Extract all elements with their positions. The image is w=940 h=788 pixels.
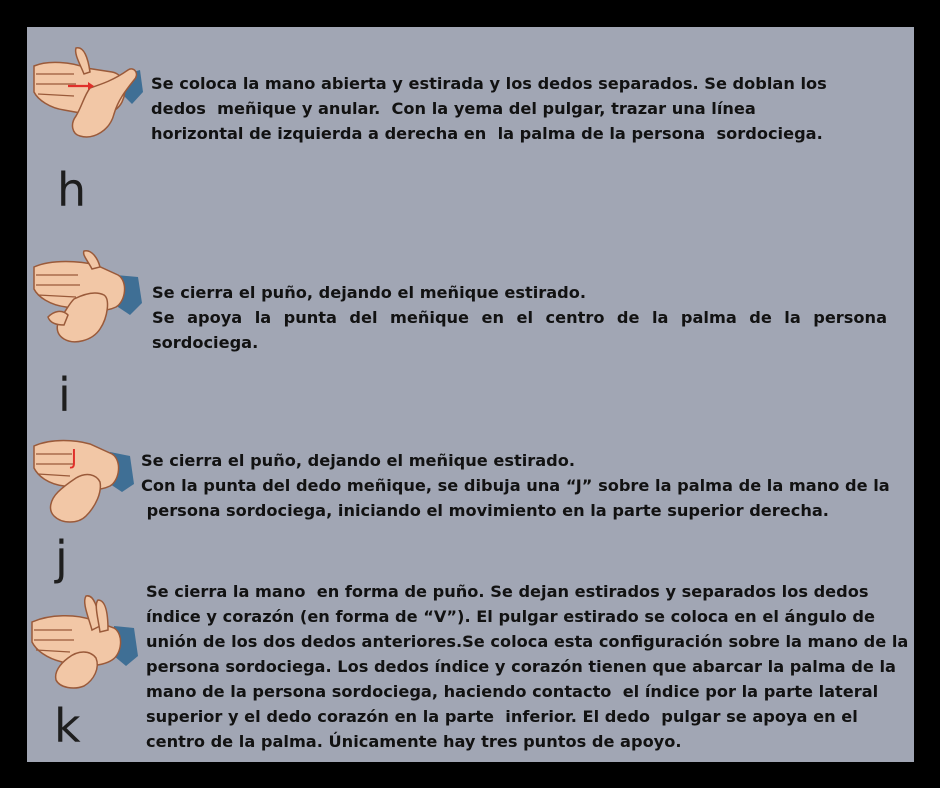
description-line: índice y corazón (en forma de “V”). El pulgar estirado se coloca en el ángulo de	[146, 607, 875, 626]
description-line: horizontal de izquierda a derecha en la palma de la persona sordociega.	[151, 124, 823, 143]
description-line: Se cierra el puño, dejando el meñique estirado.	[152, 283, 587, 302]
hand-sign-j-icon	[30, 426, 145, 526]
description-line: superior y el dedo corazón en la parte inferior. El dedo pulgar se apoya en el	[146, 707, 858, 726]
hand-sign-h-icon	[28, 44, 143, 144]
description-line: Se apoya la punta del meñique en el centro de la palma de la persona	[152, 308, 887, 327]
letter-h: h	[57, 163, 87, 217]
hand-sign-k-icon	[28, 592, 143, 692]
description-line: Se cierra el puño, dejando el meñique estirado.	[141, 451, 576, 470]
description-line: Se cierra la mano en forma de puño. Se dejan estirados y separados los dedos	[146, 582, 869, 601]
description-line: unión de los dos dedos anteriores.Se coloca esta configuración sobre la mano de la	[146, 632, 909, 651]
description-line: centro de la palma. Únicamente hay tres puntos de apoyo.	[146, 732, 682, 751]
description-j	[141, 448, 901, 523]
description-line: Se coloca la mano abierta y estirada y los dedos separados. Se doblan los	[151, 74, 827, 93]
description-h	[151, 71, 831, 146]
description-line: Con la punta del dedo meñique, se dibuja una “J” sobre la palma de la mano de la	[141, 476, 890, 495]
description-i	[152, 280, 887, 355]
description-line: persona sordociega. Los dedos índice y corazón tienen que abarcar la palma de la	[146, 657, 896, 676]
letter-k: k	[54, 699, 81, 753]
letter-i: i	[58, 368, 71, 422]
description-line: mano de la persona sordociega, haciendo contacto el índice por la parte lateral	[146, 682, 879, 701]
description-line: persona sordociega, iniciando el movimiento en la parte superior derecha.	[141, 501, 829, 520]
description-line: sordociega.	[152, 333, 259, 352]
letter-j: j	[55, 531, 68, 585]
hand-sign-i-icon	[30, 245, 145, 345]
description-line: dedos meñique y anular. Con la yema del pulgar, trazar una línea	[151, 99, 756, 118]
j-stroke-mark: J	[71, 445, 77, 469]
description-k	[146, 579, 926, 754]
